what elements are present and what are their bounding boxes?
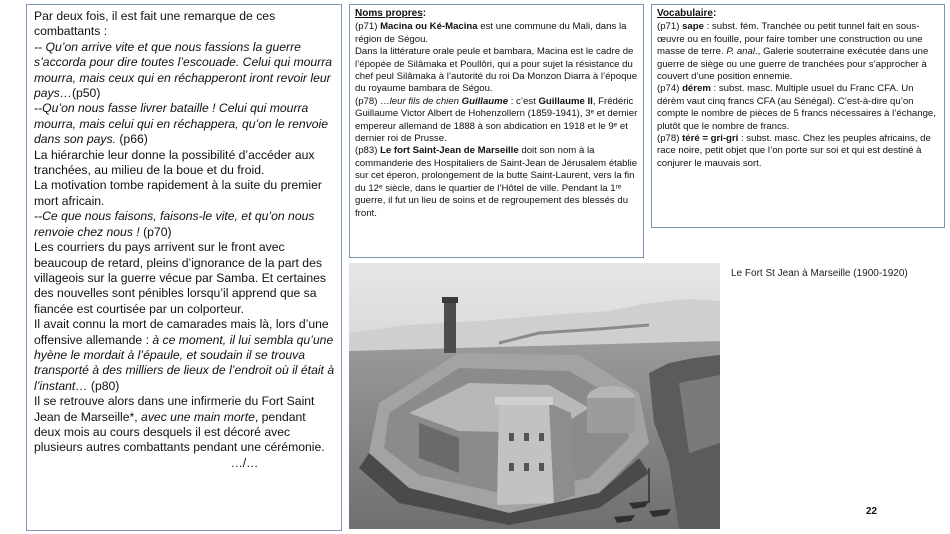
continuation-mark: …/…: [230, 455, 259, 470]
entry: [657, 21, 939, 83]
page-ref: (p70): [139, 224, 172, 239]
definition: ., Galerie souterraine exécutée dans une guerre de siège ou une guerre de tranchées pour s’approcher à couvert d’une position ennemie.: [657, 46, 929, 83]
definition: doit son nom à la commanderie des Hospitaliers de Saint-Jean de Jérusalem établie sur cet éperon, prolongement de la butte Saint-Laurent, vers la fin du 12ᵉ siècle, dans le quartier de l’Hôtel de ville. Pendant la 1ʳᵉ guerre, il fut un lieu de soins et de regroupement des blessés du front.: [355, 145, 638, 219]
entry: [355, 145, 638, 219]
definition: , Frédéric Guillaume Victor Albert de Hohenzollern (1859-1941), 3ᵉ et dernier empereur allemand de 1888 à son abdication en 1918 et le 9ᵉ et dernier roi de Prusse.: [355, 95, 638, 145]
quote-text: --Qu’on nous fasse livrer bataille ! Celui qui mourra mourra, mais celui qui en réchappera, qu’on le renvoie dans son pays.: [34, 101, 329, 147]
paragraph: La hiérarchie leur donne la possibilité d’accéder aux tranchées, au milieu de la boue et du froid.: [34, 147, 315, 178]
definition: : subst. masc. Multiple usuel du Franc CFA. Un dérèm vaut cinq francs CFA (au Sénégal). C’est-à-dire qu’on compte le nombre de pièces de 5 francs nécessaires à l’échange, plutôt que le nombre de francs.: [657, 83, 936, 132]
title-suffix: :: [712, 8, 717, 19]
definition: est une commune du Mali, dans la région de Ségou.: [355, 21, 627, 45]
abbreviation: P. anal: [726, 46, 755, 58]
page-ref: (p74): [657, 83, 683, 95]
entry: Dans la littérature orale peule et bambara, Macina est le cadre de l’épopée de Silâmaka et Poullôri, qui a pour sujet la résistance du chef peul Silâmaka à l’autorité du roi Da Monzon Diarra à l’époque du royaume bambara de Ségou.: [355, 46, 638, 95]
page-ref: (p78): [657, 133, 683, 145]
page-number: 22: [866, 506, 878, 517]
entry: [355, 96, 638, 146]
term: sape: [682, 21, 704, 33]
text: Il avait connu la mort de camarades mais là, lors d’une offensive allemande :: [34, 317, 329, 347]
page-ref: (p71): [355, 21, 381, 33]
proper-nouns-box: [349, 4, 644, 258]
paragraph: [34, 394, 335, 456]
section-title: [355, 8, 638, 20]
entry: [657, 133, 939, 170]
fort-saint-jean-photo: [349, 263, 720, 529]
text: Il se retrouve alors dans une infirmerie du Fort Saint Jean de Marseille*,: [34, 394, 315, 424]
paragraph: Les courriers du pays arrivent sur le front avec beaucoup de retard, pleins d’ignorance de la part des villageois sur la guerre vécue par Samba. Et certaines des nouvelles sont pénibles lorsqu’il apprend que sa fiancée est courtisée par un colporteur.: [34, 240, 326, 316]
quote-text: avec une main morte: [141, 409, 255, 424]
quote-text: -- Qu’on arrive vite et que nous fassions la guerre s’accorda pour dire toutes l’escouade. Celui qui mourra mourra, mais ceux qui en réchapperont iront revoir leur pays…: [34, 39, 333, 101]
quote: [34, 209, 335, 240]
page-ref: (p78) …: [355, 95, 390, 107]
photo-caption: Le Fort St Jean à Marseille (1900-1920): [731, 268, 908, 279]
page-ref: (p83): [355, 145, 381, 157]
title-text: Vocabulaire: [657, 8, 713, 19]
quote: [34, 40, 335, 102]
main-text-box: [26, 4, 342, 531]
page-ref: (p66): [115, 132, 148, 147]
quote-text: à ce moment, il lui sembla qu’une hyène le mordait à l’épaule, et soudain il se trouva transporté à des milliers de lieux de l’endroit où il était à l’instant…: [34, 332, 335, 393]
text: : c’est: [508, 95, 539, 107]
definition: : subst. masc. Chez les peuples africains, de race noire, petit objet que l’on porte sur soi et qui est destiné à conjurer le mauvais sort.: [657, 133, 931, 169]
term: Guillaume: [461, 95, 509, 107]
page-ref: (p80): [87, 378, 120, 393]
title-text: Noms propres: [355, 8, 423, 19]
title-suffix: :: [422, 8, 427, 19]
quote: leur fils de chien: [389, 95, 462, 107]
text: , pendant deux mois au cours desquels il est décoré avec plusieurs autres combattants pendant une cérémonie.: [34, 409, 325, 455]
quote: [34, 101, 335, 147]
entry: [355, 21, 638, 46]
definition: : subst. fém. Tranchée ou petit tunnel fait en sous-œuvre ou en fouille, pour faire tomber une construction ou une masse de terre.: [657, 21, 923, 58]
quote-text: --Ce que nous faisons, faisons-le vite, et qu’on nous renvoie chez nous !: [34, 209, 315, 239]
term: dérem: [682, 83, 711, 95]
paragraph: La motivation tombe rapidement à la suite du premier mort africain.: [34, 178, 322, 208]
vocabulary-box: [651, 4, 945, 228]
term: Macina ou Ké-Macina: [380, 21, 478, 33]
term: Guillaume II: [538, 95, 593, 107]
term: Le fort Saint-Jean de Marseille: [380, 145, 519, 157]
entry: [657, 83, 939, 133]
page-ref: (p71): [657, 21, 683, 33]
photo-drawing: [349, 263, 720, 529]
paragraph: Par deux fois, il est fait une remarque de ces combattants :: [34, 9, 276, 39]
section-title: [657, 8, 939, 20]
paragraph: [34, 317, 335, 394]
page-ref: (p50): [71, 86, 101, 101]
term: téré = gri-gri: [682, 133, 739, 145]
